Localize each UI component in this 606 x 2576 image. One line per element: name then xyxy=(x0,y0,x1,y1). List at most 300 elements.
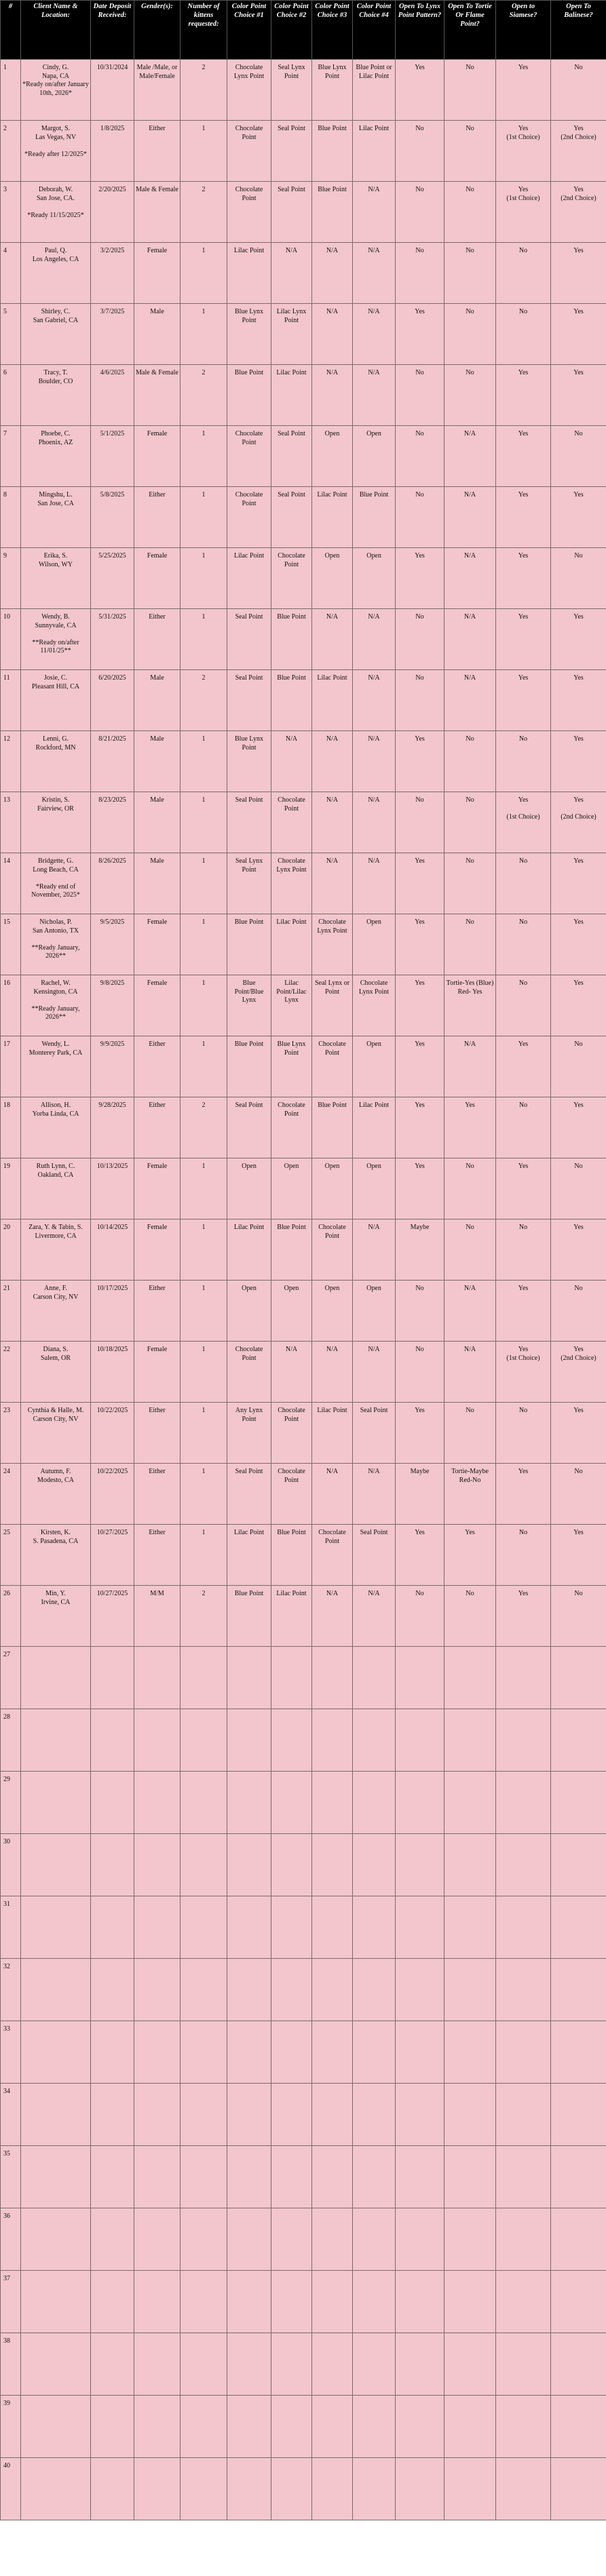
cell-open-balinese xyxy=(551,2271,606,2333)
cell-color-choice-2: Lilac Point xyxy=(271,914,312,975)
cell-client-name-location: Diana, S. Salem, OR xyxy=(21,1342,91,1403)
cell-open-tortie-flame: Tortie-Maybe Red-No xyxy=(444,1464,496,1525)
cell-color-choice-2: Lilac Point xyxy=(271,365,312,426)
cell-color-choice-3 xyxy=(312,2021,353,2084)
cell-genders: Male xyxy=(134,304,181,365)
cell-open-siamese: No xyxy=(496,304,551,365)
cell-number-kittens: 2 xyxy=(181,182,227,243)
cell-color-choice-2: Seal Point xyxy=(271,182,312,243)
cell-open-tortie-flame: Yes xyxy=(444,1097,496,1158)
table-row-blank xyxy=(1,2396,606,2458)
cell-open-balinese: No xyxy=(551,548,606,609)
cell-client-name-location: Kirsten, K. S. Pasadena, CA xyxy=(21,1525,91,1586)
cell-color-choice-4 xyxy=(353,2271,396,2333)
cell-color-choice-1 xyxy=(227,2146,271,2208)
cell-number: 24 xyxy=(1,1464,21,1525)
cell-number-kittens: 1 xyxy=(181,304,227,365)
cell-number: 25 xyxy=(1,1525,21,1586)
cell-client-name-location xyxy=(21,1709,91,1772)
cell-color-choice-1: Chocolate Point xyxy=(227,182,271,243)
cell-number-kittens: 1 xyxy=(181,426,227,487)
cell-number-kittens: 2 xyxy=(181,670,227,731)
cell-color-choice-4: N/A xyxy=(353,792,396,853)
cell-color-choice-3 xyxy=(312,1772,353,1834)
cell-color-choice-3: N/A xyxy=(312,1464,353,1525)
cell-genders xyxy=(134,2146,181,2208)
cell-date-deposit: 5/25/2025 xyxy=(91,548,134,609)
cell-number-kittens xyxy=(181,2333,227,2396)
cell-open-balinese: Yes xyxy=(551,853,606,914)
cell-color-choice-1: Blue Point xyxy=(227,914,271,975)
cell-number-kittens: 1 xyxy=(181,1464,227,1525)
table-row xyxy=(1,1342,606,1403)
cell-color-choice-3: Open xyxy=(312,1158,353,1219)
cell-date-deposit: 4/6/2025 xyxy=(91,365,134,426)
cell-color-choice-3: Open xyxy=(312,426,353,487)
cell-color-choice-4: Open xyxy=(353,1281,396,1342)
cell-genders xyxy=(134,2208,181,2271)
cell-number: 15 xyxy=(1,914,21,975)
cell-genders: Female xyxy=(134,1342,181,1403)
cell-open-lynx: No xyxy=(396,365,444,426)
cell-color-choice-2 xyxy=(271,1772,312,1834)
cell-open-tortie-flame xyxy=(444,1959,496,2021)
cell-color-choice-4 xyxy=(353,1896,396,1959)
cell-color-choice-3 xyxy=(312,2333,353,2396)
cell-open-siamese: Yes xyxy=(496,1281,551,1342)
cell-color-choice-2 xyxy=(271,2146,312,2208)
cell-open-balinese: No xyxy=(551,1281,606,1342)
cell-number-kittens xyxy=(181,2084,227,2146)
table-row xyxy=(1,1525,606,1586)
cell-color-choice-3: N/A xyxy=(312,304,353,365)
cell-number: 22 xyxy=(1,1342,21,1403)
cell-open-tortie-flame: No xyxy=(444,1158,496,1219)
cell-color-choice-1: Seal Point xyxy=(227,1097,271,1158)
table-row xyxy=(1,60,606,121)
cell-number: 32 xyxy=(1,1959,21,2021)
cell-color-choice-4 xyxy=(353,2396,396,2458)
cell-genders xyxy=(134,1772,181,1834)
cell-genders: M/M xyxy=(134,1586,181,1647)
cell-color-choice-2 xyxy=(271,1647,312,1709)
cell-color-choice-1: Blue Lynx Point xyxy=(227,304,271,365)
cell-open-tortie-flame: N/A xyxy=(444,670,496,731)
cell-color-choice-4: Blue Point xyxy=(353,487,396,548)
table-row xyxy=(1,1403,606,1464)
table-row-blank xyxy=(1,1959,606,2021)
cell-color-choice-2: Open xyxy=(271,1281,312,1342)
cell-color-choice-4 xyxy=(353,2021,396,2084)
cell-color-choice-1: Seal Point xyxy=(227,609,271,670)
cell-date-deposit: 9/8/2025 xyxy=(91,975,134,1036)
cell-color-choice-3: N/A xyxy=(312,731,353,792)
cell-client-name-location: Cindy, G. Napa, CA *Ready on/after January 10th, 2026* xyxy=(21,60,91,121)
cell-color-choice-4: N/A xyxy=(353,731,396,792)
table-row xyxy=(1,548,606,609)
cell-genders xyxy=(134,2458,181,2520)
cell-genders xyxy=(134,2021,181,2084)
cell-color-choice-1 xyxy=(227,1834,271,1896)
cell-color-choice-4: Lilac Point xyxy=(353,1097,396,1158)
cell-color-choice-4: N/A xyxy=(353,1219,396,1281)
cell-open-balinese: Yes xyxy=(551,487,606,548)
cell-open-siamese xyxy=(496,1834,551,1896)
cell-color-choice-2: Seal Point xyxy=(271,487,312,548)
table-row xyxy=(1,304,606,365)
table-row xyxy=(1,426,606,487)
cell-genders xyxy=(134,1959,181,2021)
cell-color-choice-2: Chocolate Point xyxy=(271,1403,312,1464)
table-row-blank xyxy=(1,1834,606,1896)
cell-number-kittens: 2 xyxy=(181,60,227,121)
cell-color-choice-4: N/A xyxy=(353,365,396,426)
cell-open-lynx xyxy=(396,2146,444,2208)
cell-client-name-location xyxy=(21,2084,91,2146)
cell-color-choice-1: Chocolate Lynx Point xyxy=(227,60,271,121)
cell-color-choice-2: Open xyxy=(271,1158,312,1219)
cell-open-balinese: Yes xyxy=(551,365,606,426)
cell-color-choice-2 xyxy=(271,2271,312,2333)
cell-color-choice-3: Blue Point xyxy=(312,182,353,243)
cell-color-choice-1: Lilac Point xyxy=(227,243,271,304)
cell-client-name-location xyxy=(21,1772,91,1834)
cell-color-choice-3: N/A xyxy=(312,1342,353,1403)
cell-color-choice-3: Open xyxy=(312,1281,353,1342)
cell-open-siamese: Yes (1st Choice) xyxy=(496,792,551,853)
cell-color-choice-3 xyxy=(312,2396,353,2458)
cell-open-siamese: No xyxy=(496,975,551,1036)
cell-open-tortie-flame xyxy=(444,1834,496,1896)
cell-open-tortie-flame: No xyxy=(444,304,496,365)
cell-open-siamese: Yes xyxy=(496,1036,551,1097)
cell-color-choice-1: Lilac Point xyxy=(227,1219,271,1281)
cell-open-balinese: Yes xyxy=(551,731,606,792)
cell-color-choice-2: Chocolate Lynx Point xyxy=(271,853,312,914)
cell-number: 39 xyxy=(1,2396,21,2458)
cell-color-choice-1: Blue Lynx Point xyxy=(227,731,271,792)
cell-open-lynx: Yes xyxy=(396,1403,444,1464)
cell-open-tortie-flame: Tortie-Yes (Blue) Red- Yes xyxy=(444,975,496,1036)
cell-open-tortie-flame: Yes xyxy=(444,1525,496,1586)
cell-open-tortie-flame xyxy=(444,2271,496,2333)
cell-number-kittens: 2 xyxy=(181,1097,227,1158)
cell-number: 1 xyxy=(1,60,21,121)
cell-color-choice-1: Blue Point xyxy=(227,1586,271,1647)
cell-number: 14 xyxy=(1,853,21,914)
cell-client-name-location: Allison, H. Yorba Linda, CA xyxy=(21,1097,91,1158)
cell-genders: Either xyxy=(134,1097,181,1158)
cell-open-tortie-flame: N/A xyxy=(444,548,496,609)
cell-color-choice-4: Lilac Point xyxy=(353,121,396,182)
cell-number: 31 xyxy=(1,1896,21,1959)
cell-color-choice-1: Blue Point xyxy=(227,365,271,426)
cell-open-tortie-flame: N/A xyxy=(444,609,496,670)
cell-number-kittens xyxy=(181,2021,227,2084)
cell-color-choice-2: Lilac Lynx Point xyxy=(271,304,312,365)
cell-color-choice-4 xyxy=(353,1709,396,1772)
cell-color-choice-1: Chocolate Point xyxy=(227,121,271,182)
header-open-siamese: Open to Siamese? xyxy=(496,1,551,60)
table-row xyxy=(1,182,606,243)
cell-open-siamese xyxy=(496,1709,551,1772)
cell-open-siamese: No xyxy=(496,1403,551,1464)
table-row xyxy=(1,914,606,975)
cell-color-choice-1: Chocolate Point xyxy=(227,487,271,548)
cell-color-choice-1 xyxy=(227,2084,271,2146)
cell-color-choice-1: Open xyxy=(227,1281,271,1342)
cell-number: 17 xyxy=(1,1036,21,1097)
cell-number: 5 xyxy=(1,304,21,365)
cell-open-tortie-flame xyxy=(444,2146,496,2208)
cell-number-kittens: 1 xyxy=(181,853,227,914)
cell-date-deposit: 1/8/2025 xyxy=(91,121,134,182)
table-row xyxy=(1,365,606,426)
cell-open-tortie-flame: N/A xyxy=(444,1342,496,1403)
cell-client-name-location xyxy=(21,2208,91,2271)
header-date-deposit: Date Deposit Received: xyxy=(91,1,134,60)
cell-open-lynx xyxy=(396,1834,444,1896)
cell-open-siamese: Yes (1st Choice) xyxy=(496,1342,551,1403)
cell-genders: Male /Male, or Male/Female xyxy=(134,60,181,121)
cell-genders: Either xyxy=(134,1403,181,1464)
cell-open-tortie-flame: No xyxy=(444,1403,496,1464)
header-color-choice-2: Color Point Choice #2 xyxy=(271,1,312,60)
cell-color-choice-4: Blue Point or Lilac Point xyxy=(353,60,396,121)
cell-client-name-location: Min, Y. Irvine, CA xyxy=(21,1586,91,1647)
header-open-lynx: Open To Lynx Point Pattern? xyxy=(396,1,444,60)
cell-open-balinese: Yes xyxy=(551,975,606,1036)
cell-open-lynx: Maybe xyxy=(396,1219,444,1281)
cell-genders xyxy=(134,1647,181,1709)
table-row xyxy=(1,670,606,731)
cell-color-choice-2 xyxy=(271,2021,312,2084)
cell-number: 40 xyxy=(1,2458,21,2520)
cell-color-choice-3 xyxy=(312,1834,353,1896)
cell-color-choice-1 xyxy=(227,2208,271,2271)
cell-color-choice-1 xyxy=(227,1959,271,2021)
cell-open-tortie-flame: No xyxy=(444,60,496,121)
cell-number-kittens: 1 xyxy=(181,548,227,609)
cell-genders: Male xyxy=(134,792,181,853)
cell-date-deposit xyxy=(91,2208,134,2271)
cell-open-balinese: No xyxy=(551,426,606,487)
cell-open-balinese xyxy=(551,1772,606,1834)
header-color-choice-1: Color Point Choice #1 xyxy=(227,1,271,60)
cell-open-lynx: No xyxy=(396,1342,444,1403)
cell-color-choice-2 xyxy=(271,2333,312,2396)
cell-color-choice-2 xyxy=(271,1896,312,1959)
cell-open-siamese: Yes xyxy=(496,1464,551,1525)
cell-date-deposit xyxy=(91,2021,134,2084)
cell-open-siamese xyxy=(496,2271,551,2333)
cell-color-choice-2: Blue Lynx Point xyxy=(271,1036,312,1097)
cell-open-siamese: Yes xyxy=(496,1586,551,1647)
cell-color-choice-3: Chocolate Point xyxy=(312,1036,353,1097)
cell-date-deposit: 10/31/2024 xyxy=(91,60,134,121)
cell-color-choice-1: Seal Point xyxy=(227,670,271,731)
cell-color-choice-2 xyxy=(271,1709,312,1772)
cell-open-balinese xyxy=(551,1959,606,2021)
table-row xyxy=(1,1281,606,1342)
cell-open-balinese: Yes (2nd Choice) xyxy=(551,121,606,182)
cell-date-deposit xyxy=(91,2333,134,2396)
cell-client-name-location: Margot, S. Las Vegas, NV *Ready after 12/2025* xyxy=(21,121,91,182)
cell-color-choice-4: N/A xyxy=(353,609,396,670)
cell-client-name-location: Wendy, B. Sunnyvale, CA **Ready on/after 11/01/25** xyxy=(21,609,91,670)
cell-open-balinese xyxy=(551,2084,606,2146)
cell-color-choice-4: Chocolate Lynx Point xyxy=(353,975,396,1036)
cell-open-lynx: No xyxy=(396,487,444,548)
cell-open-balinese: No xyxy=(551,1586,606,1647)
cell-open-balinese: Yes xyxy=(551,1097,606,1158)
cell-number: 33 xyxy=(1,2021,21,2084)
cell-date-deposit xyxy=(91,1896,134,1959)
cell-number-kittens xyxy=(181,1959,227,2021)
cell-color-choice-1: Blue Point/Blue Lynx xyxy=(227,975,271,1036)
cell-client-name-location xyxy=(21,2146,91,2208)
cell-number: 29 xyxy=(1,1772,21,1834)
cell-color-choice-4 xyxy=(353,2146,396,2208)
cell-date-deposit: 6/20/2025 xyxy=(91,670,134,731)
cell-date-deposit: 9/9/2025 xyxy=(91,1036,134,1097)
cell-genders: Female xyxy=(134,548,181,609)
cell-open-lynx: Yes xyxy=(396,914,444,975)
table-row xyxy=(1,1219,606,1281)
cell-color-choice-2: Chocolate Point xyxy=(271,548,312,609)
cell-number-kittens: 1 xyxy=(181,121,227,182)
cell-date-deposit: 10/22/2025 xyxy=(91,1403,134,1464)
cell-open-balinese xyxy=(551,1896,606,1959)
cell-number: 11 xyxy=(1,670,21,731)
cell-open-lynx: No xyxy=(396,609,444,670)
cell-color-choice-3 xyxy=(312,1959,353,2021)
cell-open-tortie-flame: No xyxy=(444,182,496,243)
cell-client-name-location xyxy=(21,1834,91,1896)
cell-open-balinese xyxy=(551,1834,606,1896)
cell-open-tortie-flame xyxy=(444,1709,496,1772)
cell-color-choice-2: Blue Point xyxy=(271,1219,312,1281)
cell-color-choice-4: N/A xyxy=(353,670,396,731)
cell-number: 27 xyxy=(1,1647,21,1709)
cell-client-name-location: Paul, Q. Los Angeles, CA xyxy=(21,243,91,304)
table-row-blank xyxy=(1,2271,606,2333)
cell-genders xyxy=(134,1834,181,1896)
cell-client-name-location: Josie, C. Pleasant Hill, CA xyxy=(21,670,91,731)
cell-client-name-location: Anne, F. Carson City, NV xyxy=(21,1281,91,1342)
cell-open-lynx xyxy=(396,2396,444,2458)
cell-genders: Either xyxy=(134,1281,181,1342)
cell-open-balinese xyxy=(551,2146,606,2208)
header-color-choice-3: Color Point Choice #3 xyxy=(312,1,353,60)
table-row-blank xyxy=(1,1647,606,1709)
cell-color-choice-3: Chocolate Point xyxy=(312,1525,353,1586)
cell-open-siamese xyxy=(496,2208,551,2271)
cell-number-kittens xyxy=(181,1772,227,1834)
cell-color-choice-3: Seal Lynx or Point xyxy=(312,975,353,1036)
cell-color-choice-1: Lilac Point xyxy=(227,548,271,609)
cell-number: 12 xyxy=(1,731,21,792)
cell-number-kittens xyxy=(181,1896,227,1959)
cell-open-balinese: Yes xyxy=(551,304,606,365)
cell-color-choice-4: Open xyxy=(353,426,396,487)
cell-color-choice-3 xyxy=(312,2084,353,2146)
cell-open-siamese: Yes xyxy=(496,426,551,487)
cell-client-name-location: Kristin, S. Fairview, OR xyxy=(21,792,91,853)
cell-number: 8 xyxy=(1,487,21,548)
cell-date-deposit xyxy=(91,1647,134,1709)
cell-number: 38 xyxy=(1,2333,21,2396)
cell-open-tortie-flame xyxy=(444,2208,496,2271)
cell-open-lynx: No xyxy=(396,426,444,487)
cell-color-choice-2: Seal Lynx Point xyxy=(271,60,312,121)
cell-color-choice-3 xyxy=(312,1647,353,1709)
cell-number: 28 xyxy=(1,1709,21,1772)
cell-number: 20 xyxy=(1,1219,21,1281)
cell-genders xyxy=(134,1709,181,1772)
cell-open-tortie-flame: No xyxy=(444,121,496,182)
cell-color-choice-4: Seal Point xyxy=(353,1525,396,1586)
cell-genders: Either xyxy=(134,1464,181,1525)
cell-genders xyxy=(134,1896,181,1959)
cell-genders: Female xyxy=(134,243,181,304)
cell-client-name-location xyxy=(21,2333,91,2396)
cell-color-choice-4: N/A xyxy=(353,243,396,304)
cell-number: 6 xyxy=(1,365,21,426)
cell-open-tortie-flame xyxy=(444,1772,496,1834)
cell-open-lynx xyxy=(396,2084,444,2146)
cell-color-choice-4: N/A xyxy=(353,1342,396,1403)
cell-open-balinese xyxy=(551,1647,606,1709)
cell-client-name-location xyxy=(21,1959,91,2021)
cell-client-name-location: Autumn, F. Modesto, CA xyxy=(21,1464,91,1525)
cell-date-deposit: 10/18/2025 xyxy=(91,1342,134,1403)
cell-open-balinese: No xyxy=(551,1036,606,1097)
cell-color-choice-4 xyxy=(353,2333,396,2396)
cell-open-tortie-flame: No xyxy=(444,731,496,792)
cell-number: 3 xyxy=(1,182,21,243)
cell-genders: Either xyxy=(134,609,181,670)
cell-number-kittens xyxy=(181,2396,227,2458)
cell-open-siamese xyxy=(496,2333,551,2396)
cell-open-lynx xyxy=(396,2208,444,2271)
cell-genders: Female xyxy=(134,426,181,487)
cell-color-choice-4: Open xyxy=(353,914,396,975)
cell-open-tortie-flame xyxy=(444,2333,496,2396)
table-row xyxy=(1,1586,606,1647)
cell-genders: Male & Female xyxy=(134,365,181,426)
cell-color-choice-4 xyxy=(353,2458,396,2520)
cell-date-deposit xyxy=(91,1709,134,1772)
cell-color-choice-2: Lilac Point xyxy=(271,1586,312,1647)
cell-color-choice-2: Chocolate Point xyxy=(271,1464,312,1525)
table-row xyxy=(1,853,606,914)
cell-open-balinese: Yes xyxy=(551,1403,606,1464)
cell-color-choice-4 xyxy=(353,2084,396,2146)
cell-client-name-location: Cynthia & Halle, M. Carson City, NV xyxy=(21,1403,91,1464)
cell-color-choice-4 xyxy=(353,1772,396,1834)
cell-open-siamese xyxy=(496,1772,551,1834)
cell-open-lynx: No xyxy=(396,182,444,243)
cell-color-choice-2 xyxy=(271,2208,312,2271)
cell-number-kittens: 1 xyxy=(181,731,227,792)
cell-color-choice-2 xyxy=(271,1959,312,2021)
cell-open-balinese: Yes xyxy=(551,1525,606,1586)
cell-color-choice-4: N/A xyxy=(353,182,396,243)
cell-client-name-location: Ruth Lynn, C. Oakland, CA xyxy=(21,1158,91,1219)
cell-open-lynx: No xyxy=(396,670,444,731)
cell-date-deposit: 3/7/2025 xyxy=(91,304,134,365)
